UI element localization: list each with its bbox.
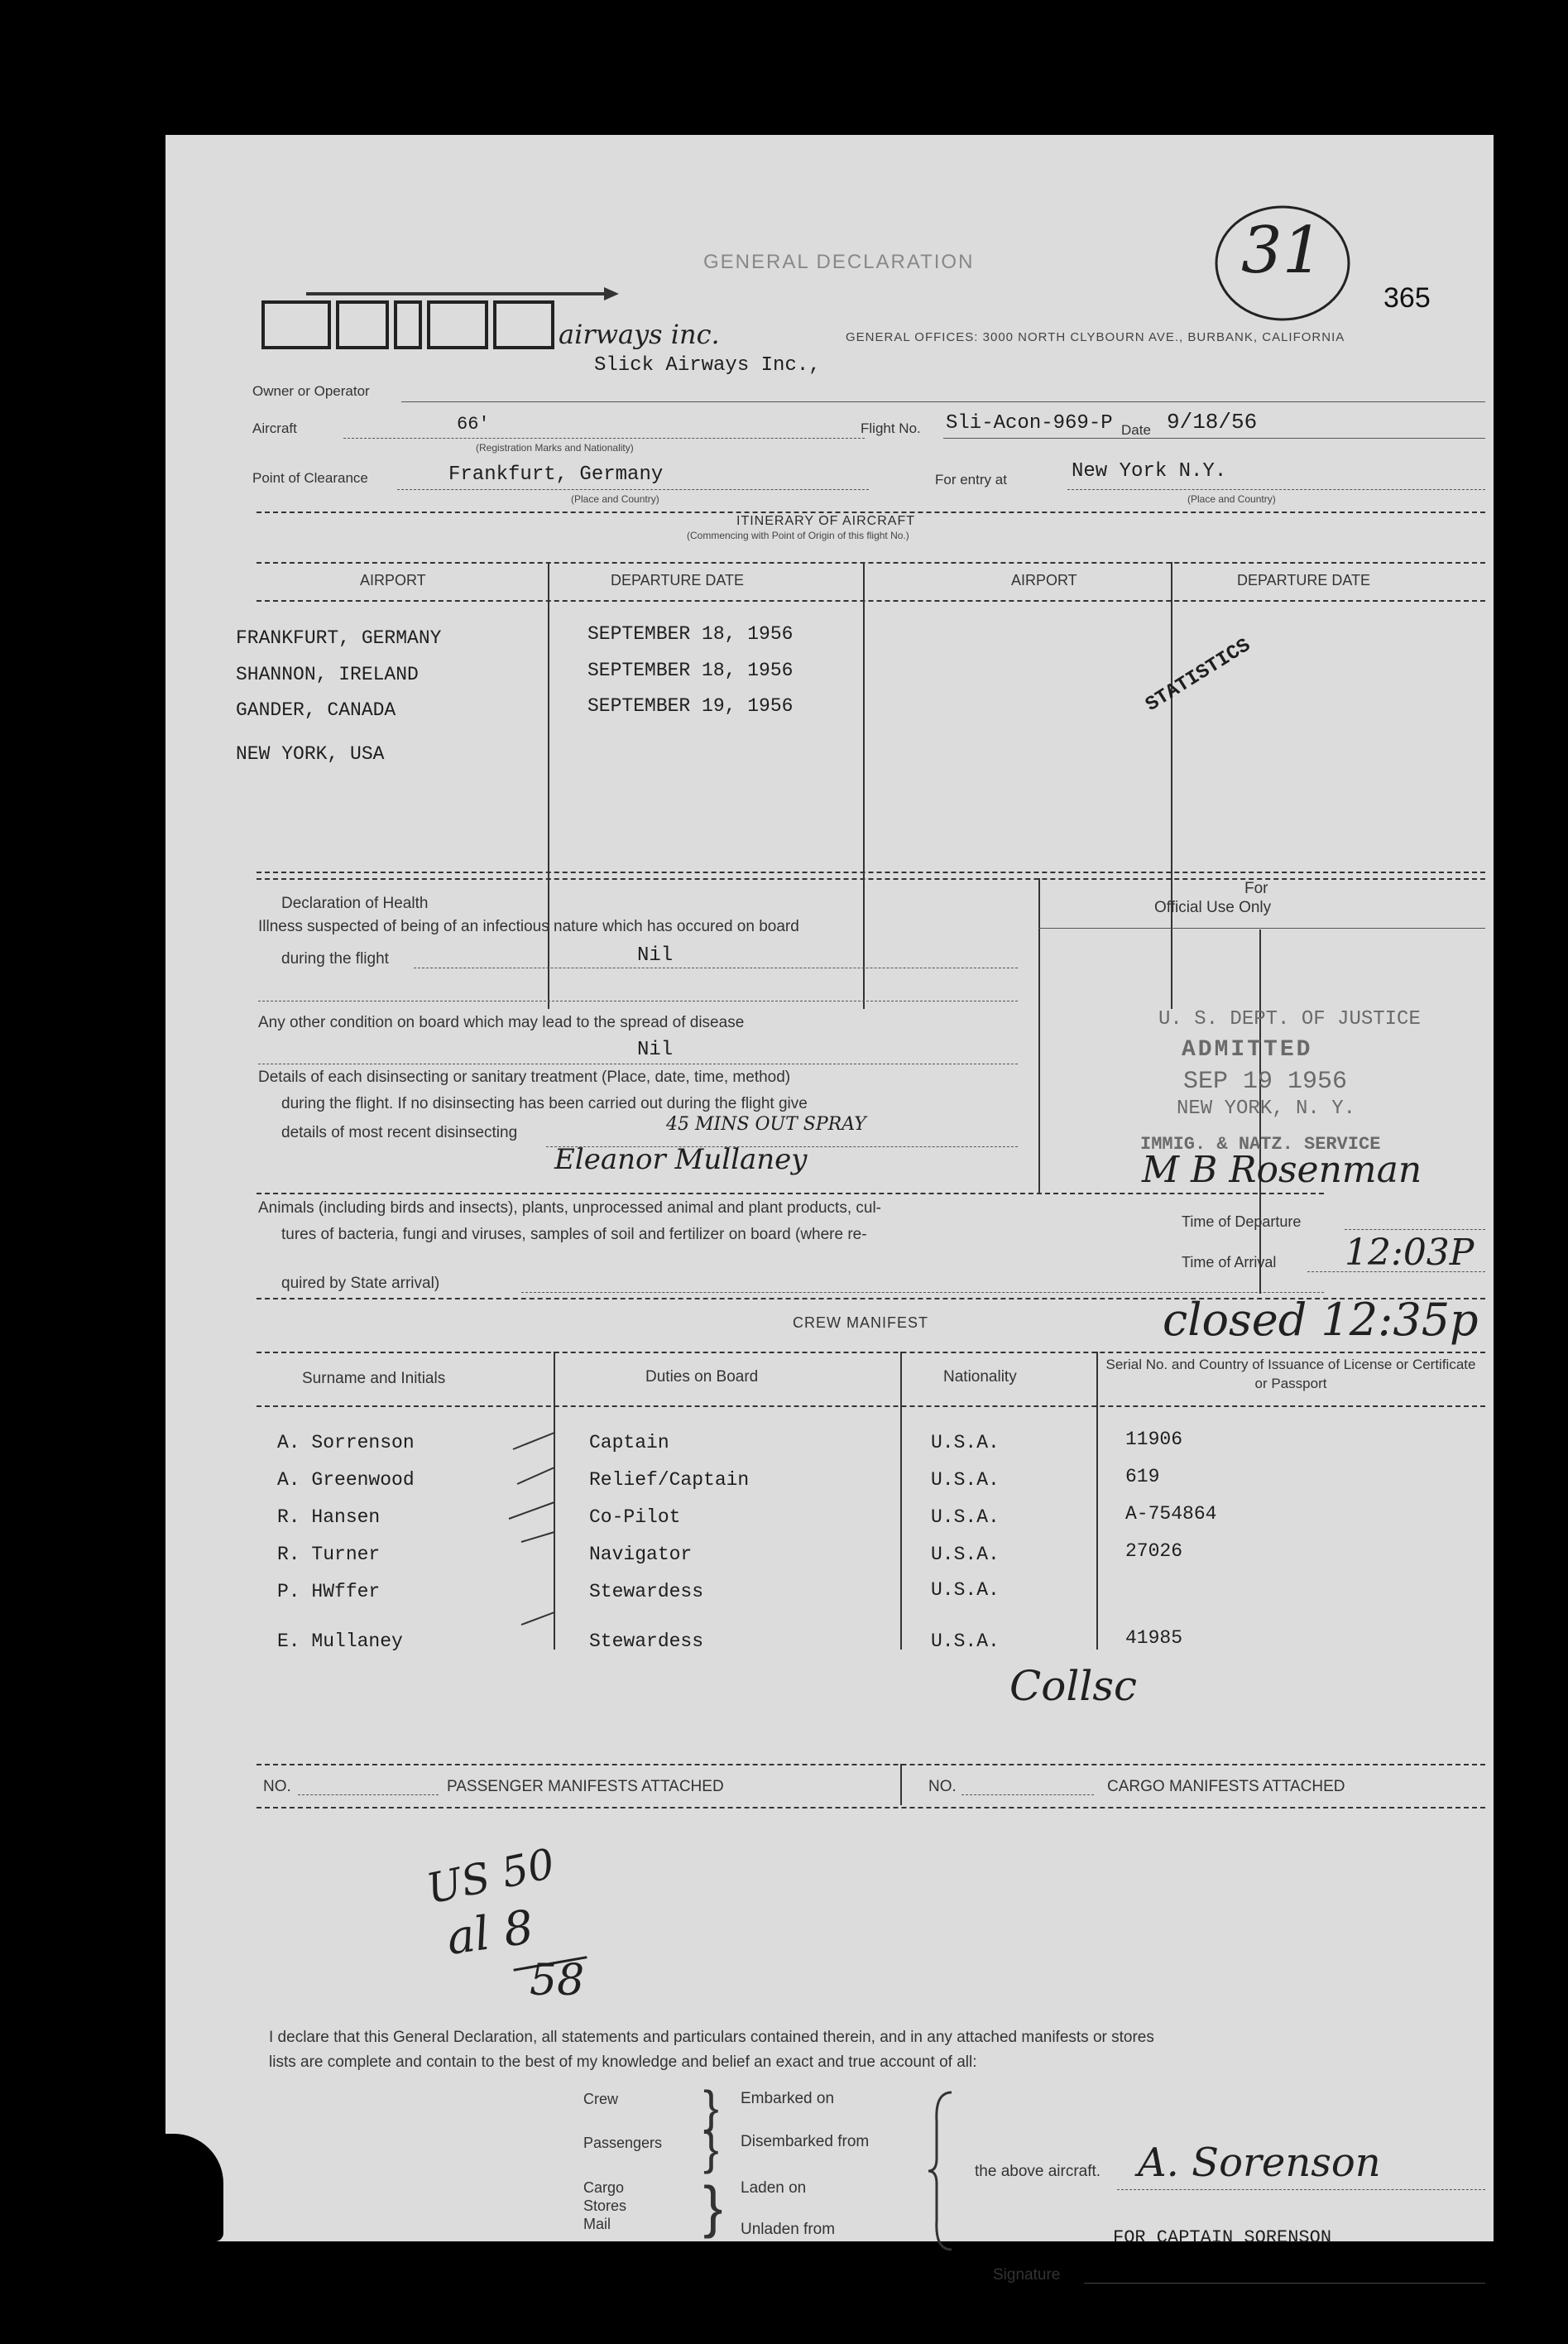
itinerary-title: ITINERARY OF AIRCRAFT — [736, 514, 915, 528]
note-line-2: al 8 — [443, 1900, 537, 1966]
crew-name: E. Mullaney — [277, 1631, 403, 1652]
crew-serial: 27026 — [1125, 1540, 1183, 1562]
entry-line — [1067, 489, 1485, 490]
owner-label: Owner or Operator — [252, 383, 370, 399]
closed-note: closed 12:35p — [1163, 1294, 1479, 1346]
statistics-stamp: STATISTICS — [1142, 634, 1255, 717]
health-a3-signature: Eleanor Mullaney — [554, 1143, 808, 1176]
crew-header-top — [257, 1352, 1485, 1353]
declaration-form — [165, 135, 1494, 2284]
itinerary-date-1: SEPTEMBER 18, 1956 — [587, 623, 794, 645]
itinerary-header-airport-1: AIRPORT — [360, 572, 426, 588]
for-captain-line: FOR CAPTAIN SORENSON — [1113, 2227, 1332, 2248]
crew-top-rule — [257, 1298, 1485, 1299]
itinerary-col-2 — [863, 562, 865, 1009]
crew-note: Collsc — [1009, 1662, 1138, 1710]
itinerary-header-date-2: DEPARTURE DATE — [1237, 572, 1371, 588]
brace-icon: } — [703, 2174, 723, 2239]
crew-nationality: U.S.A. — [931, 1579, 1000, 1601]
declaration-above-aircraft: the above aircraft. — [975, 2163, 1101, 2180]
itinerary-airport-4: NEW YORK, USA — [236, 743, 385, 765]
aircraft-caption: (Registration Marks and Nationality) — [476, 442, 634, 454]
arrival-time-label: Time of Arrival — [1182, 1254, 1277, 1270]
official-left-rule — [1038, 878, 1040, 1193]
crew-name: R. Hansen — [277, 1506, 381, 1528]
health-q4a: Animals (including birds and insects), plants, unprocessed animal and plant products, cul- — [258, 1199, 882, 1217]
passenger-manifests-label: PASSENGER MANIFESTS ATTACHED — [447, 1778, 724, 1795]
crew-nationality: U.S.A. — [931, 1544, 1000, 1565]
crew-bottom-rule — [257, 1764, 1485, 1765]
itinerary-bottom-rule-2 — [257, 878, 1485, 880]
itinerary-header-top — [257, 562, 1485, 564]
aircraft-date-line — [943, 438, 1485, 439]
slick-airways-logo — [257, 284, 720, 354]
itinerary-date-3: SEPTEMBER 19, 1956 — [587, 695, 794, 717]
itinerary-airport-1: FRANKFURT, GERMANY — [236, 627, 442, 649]
owner-line — [401, 401, 1485, 402]
brace-icon: } — [703, 2081, 719, 2133]
declaration-left-mail: Mail — [583, 2216, 611, 2232]
cargo-no-line — [961, 1794, 1094, 1795]
declaration-right-embarked: Embarked on — [741, 2090, 835, 2107]
passenger-no-line — [298, 1794, 439, 1795]
clearance-line — [397, 489, 869, 490]
arrival-time-value: 12:03P — [1345, 1232, 1474, 1274]
signature-line-1 — [1117, 2189, 1485, 2190]
arrival-time-line — [1307, 1271, 1485, 1272]
flight-no-value: Sli-Acon-969-P — [946, 412, 1113, 435]
itinerary-date-2: SEPTEMBER 18, 1956 — [587, 660, 794, 681]
signature-label: Signature — [993, 2266, 1061, 2284]
note-line-1: US 50 — [422, 1839, 559, 1914]
cargo-manifests-label: CARGO MANIFESTS ATTACHED — [1107, 1778, 1345, 1795]
admitted-stamp-line-3: SEP 19 1956 — [1183, 1068, 1348, 1096]
crew-header-serial: Serial No. and Country of Issuance of License or Certificate or Passport — [1105, 1357, 1476, 1391]
crew-nationality: U.S.A. — [931, 1469, 1000, 1491]
declaration-right-unladen: Unladen from — [741, 2221, 836, 2238]
health-a3: 45 MINS OUT SPRAY — [666, 1114, 866, 1135]
declaration-left-passengers: Passengers — [583, 2135, 663, 2151]
official-title-2: Official Use Only — [1154, 899, 1272, 916]
declaration-text-1: I declare that this General Declaration, all statements and particulars contained therein, and in any attached manifests or stores — [269, 2029, 1154, 2046]
itinerary-col-3 — [1171, 562, 1172, 1009]
crew-header-name: Surname and Initials — [302, 1370, 446, 1387]
entry-caption: (Place and Country) — [1187, 493, 1276, 505]
official-signature: M B Rosenman — [1142, 1149, 1422, 1191]
brace-icon: } — [703, 2122, 719, 2174]
crew-serial: A-754864 — [1125, 1503, 1217, 1525]
crew-header-bottom — [257, 1405, 1485, 1407]
health-q1a: Illness suspected of being of an infectious nature which has occured on board — [258, 918, 799, 935]
declaration-left-cargo: Cargo — [583, 2179, 625, 2196]
health-a1: Nil — [637, 944, 674, 967]
declaration-right-laden: Laden on — [741, 2179, 807, 2197]
crew-serial: 619 — [1125, 1466, 1160, 1487]
health-q4-line — [521, 1292, 1324, 1293]
aircraft-label: Aircraft — [252, 420, 297, 436]
aircraft-value: 66' — [457, 414, 490, 435]
admitted-stamp-line-5: IMMIG. & NATZ. SERVICE — [1140, 1134, 1381, 1155]
clearance-caption: (Place and Country) — [571, 493, 659, 505]
crew-header-duty: Duties on Board — [645, 1368, 759, 1386]
itinerary-bottom-rule — [257, 872, 1485, 873]
crew-header-nationality: Nationality — [943, 1368, 1017, 1386]
itinerary-top-rule — [257, 512, 1485, 513]
captain-signature: A. Sorenson — [1138, 2140, 1381, 2186]
cargo-no-label: NO. — [928, 1778, 957, 1795]
departure-time-line — [1345, 1229, 1485, 1230]
handwritten-number: 31 — [1241, 214, 1324, 288]
itinerary-airport-2: SHANNON, IRELAND — [236, 664, 419, 685]
health-a2: Nil — [637, 1039, 674, 1061]
manifest-divider — [900, 1764, 902, 1805]
aircraft-line — [343, 438, 865, 439]
crew-title: CREW MANIFEST — [793, 1314, 928, 1331]
health-animals-top — [257, 1193, 1324, 1194]
declaration-left-crew: Crew — [583, 2091, 619, 2107]
crew-nationality: U.S.A. — [931, 1506, 1000, 1528]
crew-serial: 41985 — [1125, 1627, 1183, 1649]
health-q4c: quired by State arrival) — [281, 1275, 440, 1292]
owner-value: Slick Airways Inc., — [594, 354, 821, 377]
crew-name: A. Sorrenson — [277, 1432, 415, 1453]
date-value: 9/18/56 — [1167, 410, 1258, 435]
entry-label: For entry at — [935, 472, 1007, 488]
crew-name: A. Greenwood — [277, 1469, 415, 1491]
date-label: Date — [1121, 422, 1151, 438]
entry-value: New York N.Y. — [1072, 460, 1227, 483]
crew-duty: Captain — [589, 1432, 669, 1453]
crew-name: P. HWffer — [277, 1581, 381, 1602]
health-q3b: during the flight. If no disinsecting has been carried out during the flight give — [281, 1095, 808, 1112]
clearance-label: Point of Clearance — [252, 470, 368, 486]
crew-nationality: U.S.A. — [931, 1432, 1000, 1453]
health-q3a: Details of each disinsecting or sanitary treatment (Place, date, time, method) — [258, 1069, 791, 1086]
torn-edge — [165, 2134, 223, 2241]
health-q3c: details of most recent disinsecting — [281, 1124, 518, 1141]
form-title: GENERAL DECLARATION — [703, 251, 975, 273]
page-number: 365 — [1383, 282, 1431, 314]
departure-time-label: Time of Departure — [1182, 1213, 1302, 1230]
health-title: Declaration of Health — [281, 895, 429, 912]
crew-duty: Stewardess — [589, 1631, 704, 1652]
crew-col-2 — [900, 1352, 902, 1650]
note-line-3: 58 — [530, 1956, 585, 2005]
itinerary-airport-3: GANDER, CANADA — [236, 699, 396, 721]
crew-col-3 — [1096, 1352, 1098, 1650]
declaration-text-2: lists are complete and contain to the best of my knowledge and belief an exact and true account of all: — [269, 2053, 977, 2071]
flight-no-label: Flight No. — [861, 420, 921, 436]
health-q4b: tures of bacteria, fungi and viruses, samples of soil and fertilizer on board (where re- — [281, 1226, 867, 1243]
health-q2: Any other condition on board which may lead to the spread of disease — [258, 1014, 745, 1031]
big-brace-icon — [927, 2088, 960, 2254]
itinerary-col-1 — [548, 562, 549, 1009]
crew-name: R. Turner — [277, 1544, 381, 1565]
clearance-value: Frankfurt, Germany — [448, 464, 664, 486]
health-q1b: during the flight — [281, 950, 389, 968]
official-header-rule — [1038, 928, 1485, 929]
crew-serial: 11906 — [1125, 1429, 1183, 1450]
crew-duty: Stewardess — [589, 1581, 704, 1602]
admitted-stamp-line-4: NEW YORK, N. Y. — [1177, 1098, 1356, 1120]
signature-line-2 — [1084, 2283, 1485, 2284]
declaration-left-stores: Stores — [583, 2198, 627, 2214]
itinerary-header-bottom — [257, 600, 1485, 602]
itinerary-header-date-1: DEPARTURE DATE — [611, 572, 745, 588]
manifest-bottom-rule — [257, 1807, 1485, 1808]
itinerary-subtitle: (Commencing with Point of Origin of this flight No.) — [687, 530, 909, 541]
passenger-no-label: NO. — [263, 1778, 291, 1795]
crew-duty: Co-Pilot — [589, 1506, 681, 1528]
crew-duty: Navigator — [589, 1544, 693, 1565]
svg-text:airways inc.: airways inc. — [559, 319, 720, 350]
crew-duty: Relief/Captain — [589, 1469, 750, 1491]
crew-check-marks — [505, 1426, 571, 1633]
crew-nationality: U.S.A. — [931, 1631, 1000, 1652]
declaration-right-disembarked: Disembarked from — [741, 2133, 870, 2150]
official-title-1: For — [1244, 880, 1268, 897]
general-offices: GENERAL OFFICES: 3000 NORTH CLYBOURN AVE., BURBANK, CALIFORNIA — [846, 330, 1345, 344]
admitted-stamp-line-2: ADMITTED — [1182, 1037, 1313, 1063]
admitted-stamp-line-1: U. S. DEPT. OF JUSTICE — [1158, 1008, 1421, 1030]
itinerary-header-airport-2: AIRPORT — [1011, 572, 1077, 588]
